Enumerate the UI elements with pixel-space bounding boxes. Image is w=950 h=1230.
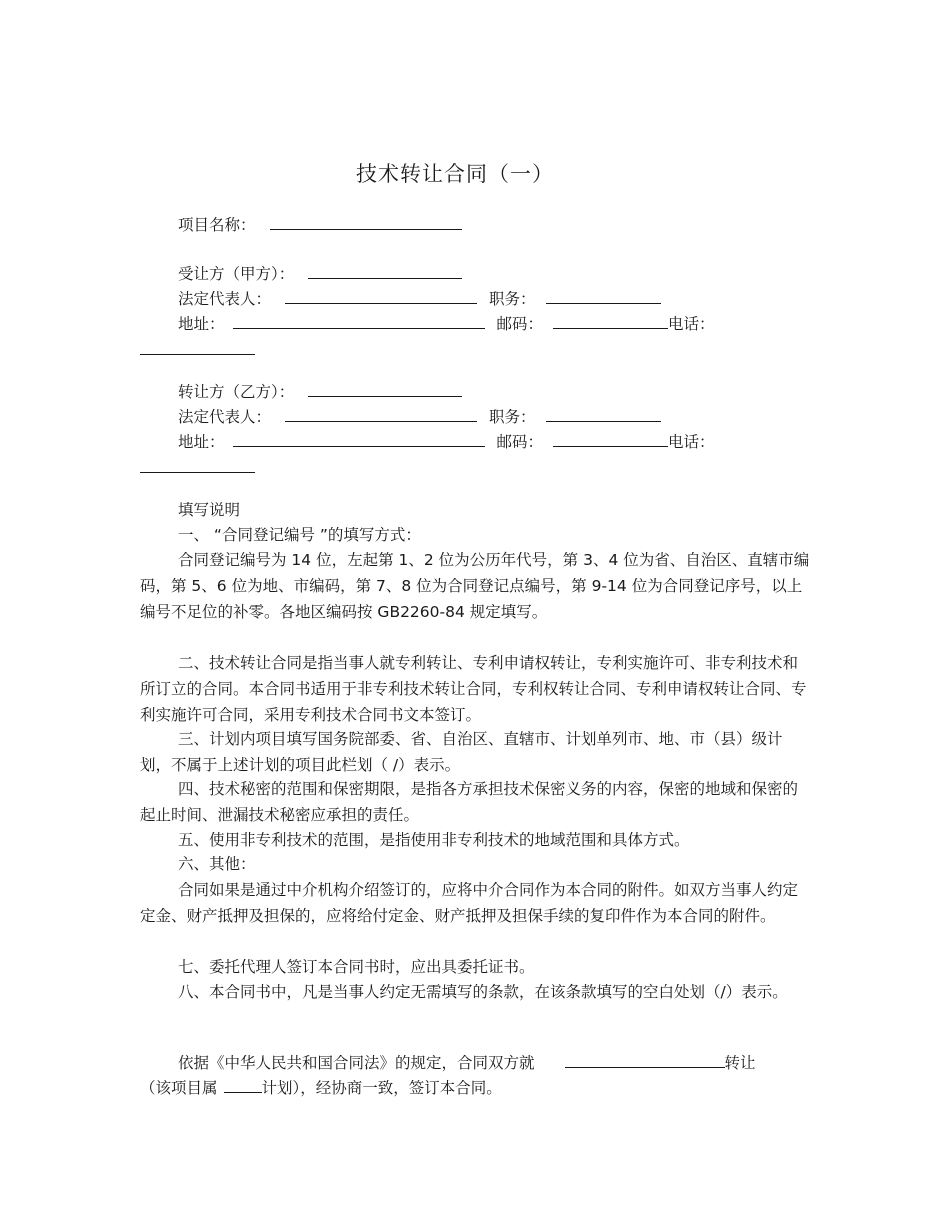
party-a-postcode-label: 邮码： — [496, 315, 544, 333]
plan-type-field[interactable] — [224, 1076, 262, 1093]
closing-line-2 — [140, 1076, 502, 1100]
party-b-rep-row — [178, 405, 661, 429]
party-a-phone-label: 电话： — [668, 315, 715, 333]
party-a-label: 受让方（甲方）： — [178, 265, 295, 283]
closing-text-4: 计划），经协商一致，签订本合同。 — [261, 1079, 502, 1097]
party-b-field[interactable] — [308, 380, 462, 397]
party-b-post-field[interactable] — [546, 405, 661, 422]
party-a-postcode-field[interactable] — [553, 312, 668, 329]
party-b-address-label: 地址： — [178, 433, 225, 451]
project-name-field[interactable] — [270, 213, 462, 230]
party-a-rep-row — [178, 287, 661, 311]
party-b-address-field[interactable] — [233, 430, 485, 447]
instruction-7: 七、委托代理人签订本合同书时，应出具委托证书。 — [178, 958, 535, 976]
project-name-label: 项目名称： — [178, 216, 256, 234]
party-a-rep-label: 法定代表人： — [178, 290, 272, 308]
party-b-post-label: 职务： — [489, 408, 536, 426]
party-a-field[interactable] — [308, 262, 462, 279]
party-b-phone-field[interactable] — [140, 456, 255, 473]
party-b-phone-label: 电话： — [668, 433, 715, 451]
party-b-phone-row — [140, 456, 255, 480]
party-a-post-label: 职务： — [489, 290, 536, 308]
closing-text-1: 依据《中华人民共和国合同法》的规定，合同双方就 — [178, 1054, 535, 1072]
party-a-address-label: 地址： — [178, 315, 225, 333]
party-b-label: 转让方（乙方）： — [178, 383, 295, 401]
party-a-address-field[interactable] — [233, 312, 485, 329]
instruction-4: 四、技术秘密的范围和保密期限，是指各方承担技术保密义务的内容，保密的地域和保密的起止时间、泄漏技术秘密应承担的责任。 — [140, 780, 799, 824]
instruction-8: 八、本合同书中，凡是当事人约定无需填写的条款，在该条款填写的空白处划（/）表示。 — [178, 983, 788, 1001]
party-b-postcode-label: 邮码： — [496, 433, 544, 451]
instruction-5: 五、使用非专利技术的范围，是指使用非专利技术的地域范围和具体方式。 — [178, 831, 690, 849]
closing-text-3: （该项目属 — [140, 1079, 218, 1097]
party-b-rep-field[interactable] — [285, 405, 477, 422]
party-a-post-field[interactable] — [546, 287, 661, 304]
page-title: 技术转让合同（一） — [356, 162, 554, 186]
party-a-phone-field[interactable] — [140, 338, 255, 355]
party-a-rep-field[interactable] — [285, 287, 477, 304]
party-a-row — [178, 262, 462, 286]
party-b-address-row — [178, 430, 715, 454]
transfer-item-field[interactable] — [565, 1051, 725, 1068]
instruction-6-heading: 六、其他： — [178, 855, 256, 873]
party-a-phone-row — [140, 338, 255, 362]
party-b-row — [178, 380, 462, 404]
party-a-address-row — [178, 312, 715, 336]
instruction-6-body: 合同如果是通过中介机构介绍签订的，应将中介合同作为本合同的附件。如双方当事人约定定金、财产抵押及担保的，应将给付定金、财产抵押及担保手续的复印件作为本合同的附件。 — [140, 881, 799, 925]
closing-line-1 — [178, 1051, 756, 1075]
party-b-rep-label: 法定代表人： — [178, 408, 272, 426]
project-name-row — [178, 213, 462, 237]
instruction-3: 三、计划内项目填写国务院部委、省、自治区、直辖市、计划单列市、地、市（县）级计划，不属于上述计划的项目此栏划（ /）表示。 — [140, 730, 783, 774]
instruction-2: 二、技术转让合同是指当事人就专利转让、专利申请权转让，专利实施许可、非专利技术和所订立的合同。本合同书适用于非专利技术转让合同，专利权转让合同、专利申请权转让合同、专利实施许可合同，采用专利技术合同书文本签订。 — [140, 654, 807, 724]
party-b-postcode-field[interactable] — [553, 430, 668, 447]
instruction-1-heading: 一、 “合同登记编号 ”的填写方式： — [178, 526, 421, 544]
closing-text-2: 转让 — [724, 1054, 756, 1072]
instructions-heading: 填写说明 — [178, 501, 241, 519]
instruction-1-body: 合同登记编号为 14 位，左起第 1、2 位为公历年代号，第 3、4 位为省、自治区、直辖市编码，第 5、6 位为地、市编码，第 7、8 位为合同登记点编号，第 9-14 位为合同登记序号，以上编号不足位的补零。各地区编码按 GB2260-84 规定填写。 — [140, 551, 810, 621]
